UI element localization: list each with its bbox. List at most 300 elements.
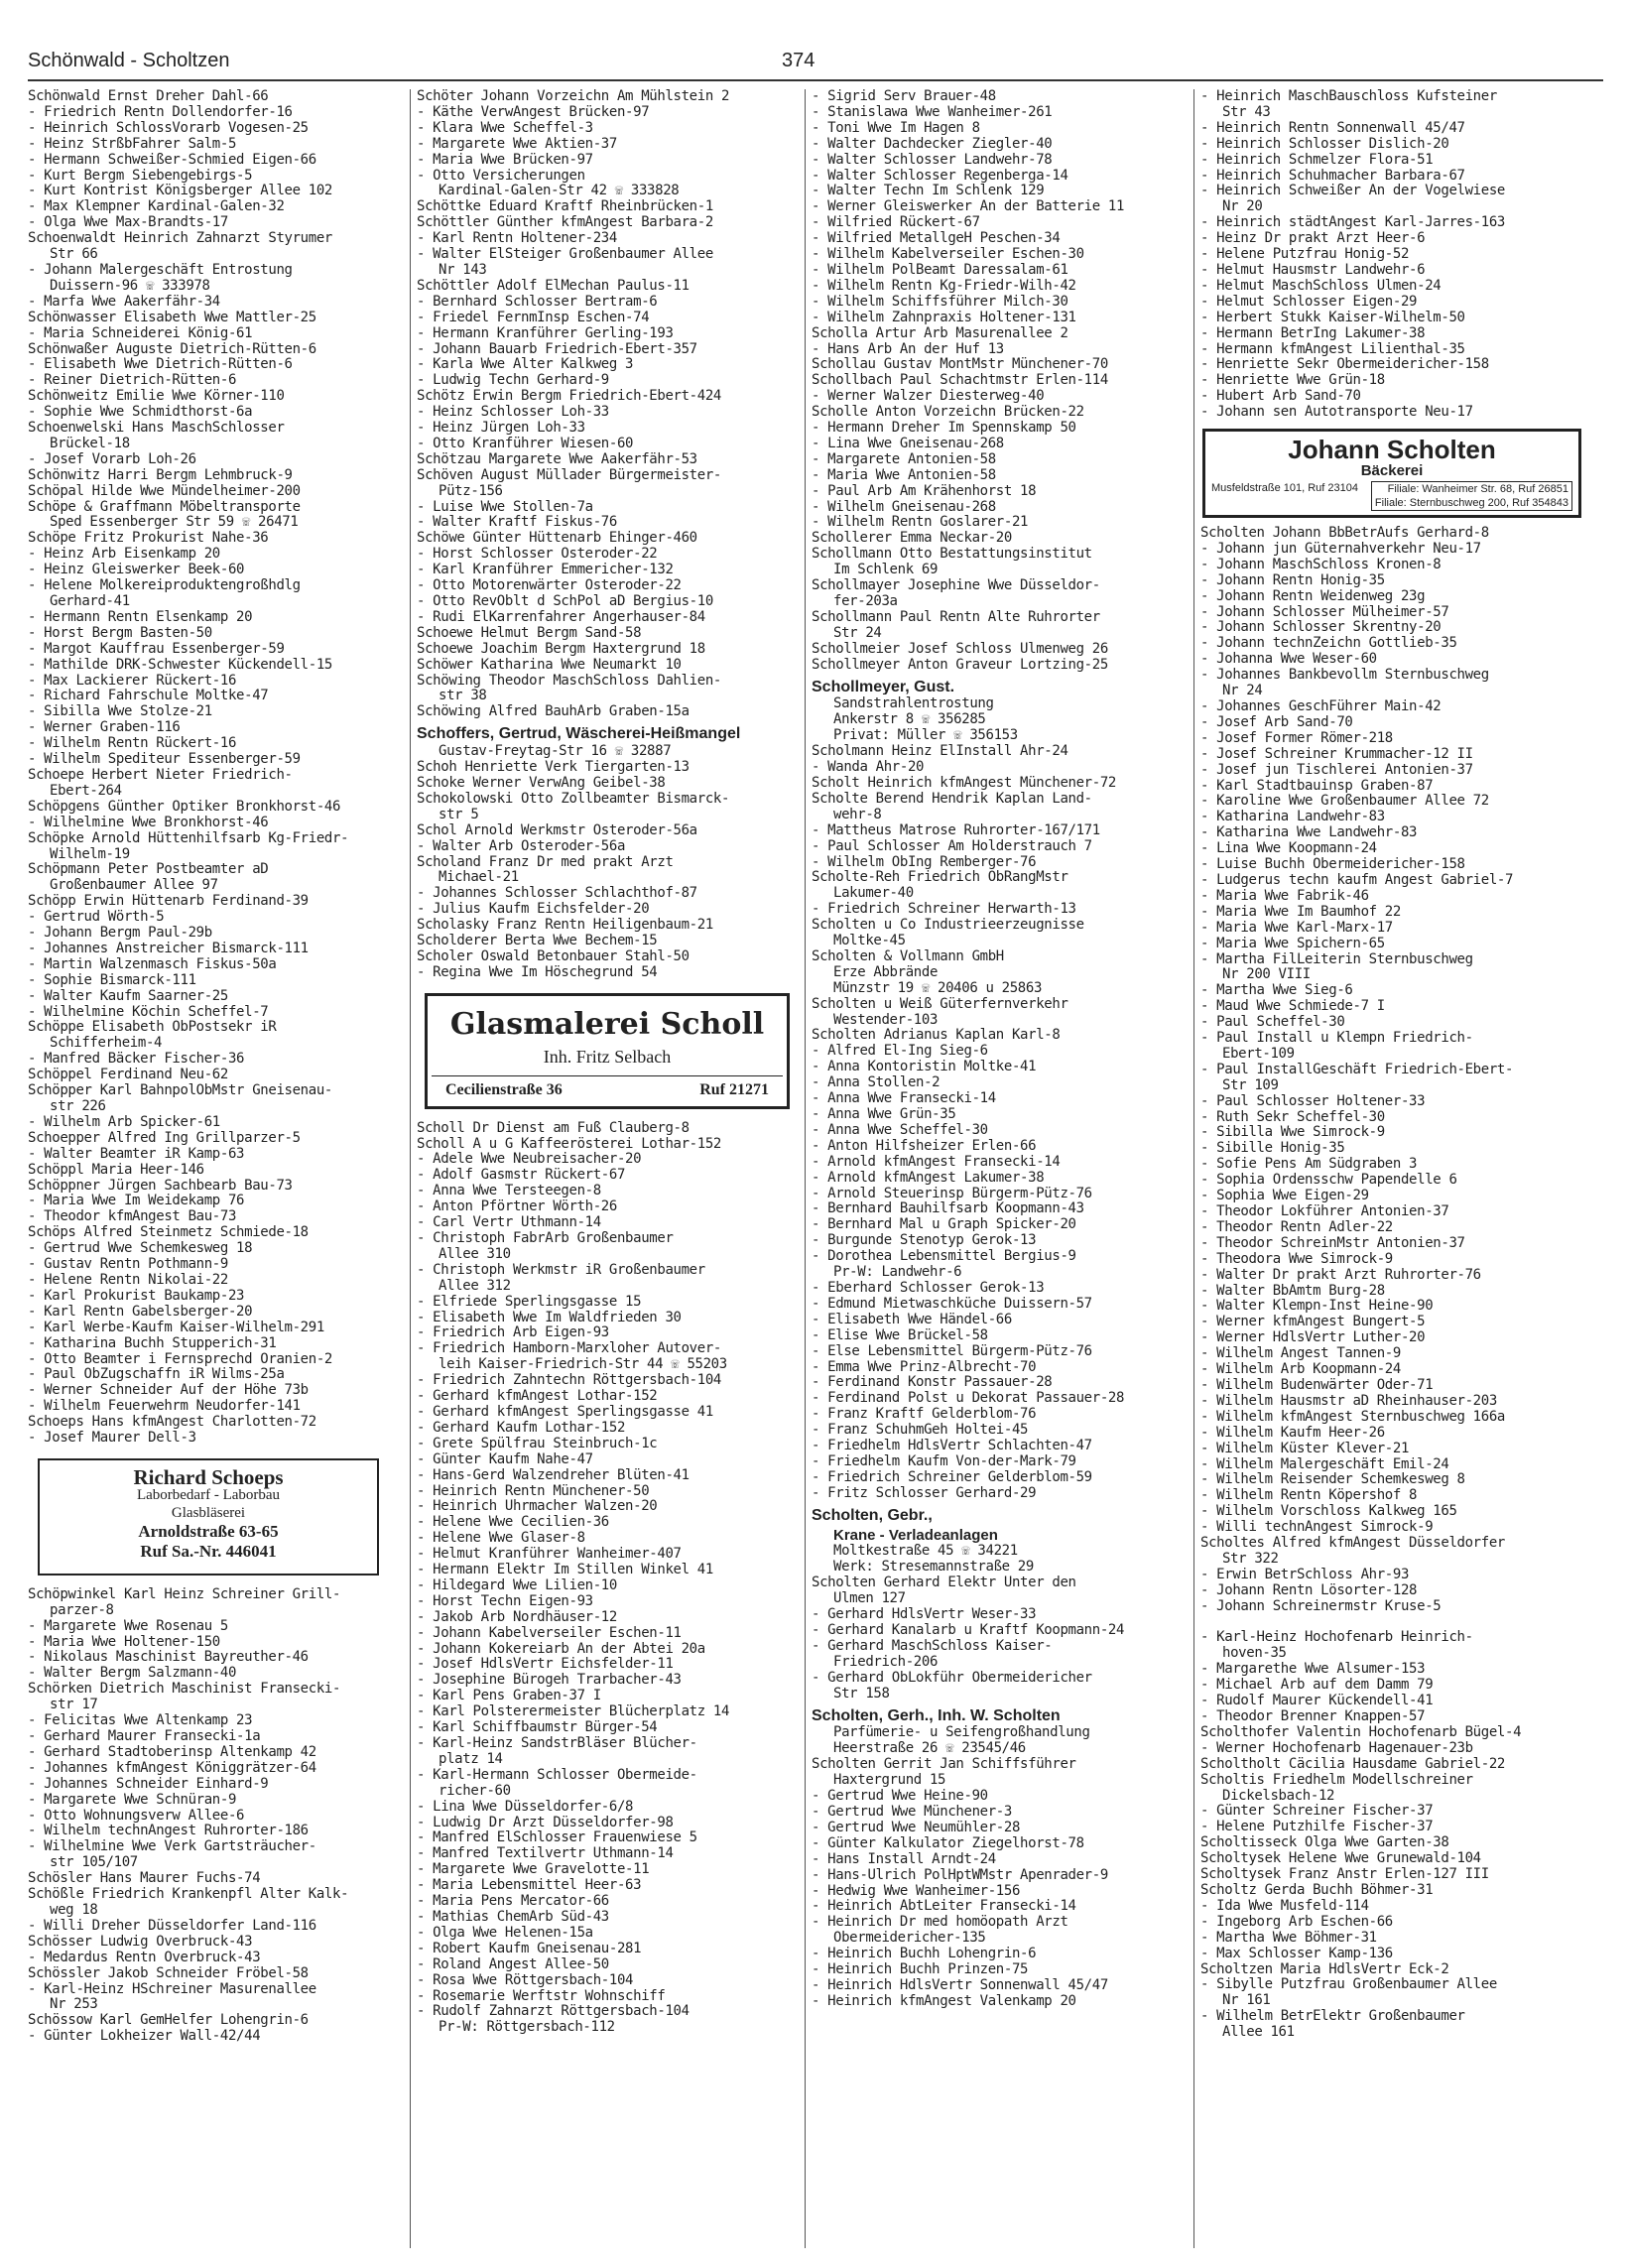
- directory-entry: Schöttke Eduard Kraftf Rheinbrücken-1: [417, 199, 713, 215]
- directory-entry: Moltkestraße 45 ☏ 34221: [833, 1544, 1018, 1560]
- directory-entry: - Sibilla Wwe Stolze-21: [28, 704, 212, 720]
- directory-entry: - Maria Wwe Holtener-150: [28, 1634, 220, 1650]
- directory-entry: Kardinal-Galen-Str 42 ☏ 333828: [439, 184, 680, 199]
- directory-entry: - Karl Polsterermeister Blücherplatz 14: [417, 1704, 730, 1720]
- directory-entry: - Maria Wwe Im Weidekamp 76: [28, 1194, 245, 1209]
- ad-line: Laborbedarf - Laborbau: [136, 1486, 281, 1503]
- directory-entry: - Margarete Wwe Rosenau 5: [28, 1618, 228, 1634]
- directory-entry: - Karl-Hermann Schlosser Obermeide-: [417, 1767, 697, 1783]
- ad-street: Arnoldstraße 63-65: [138, 1521, 279, 1541]
- directory-entry: - Werner Graben-116: [28, 720, 181, 736]
- directory-entry: - Theodora Wwe Simrock-9: [1200, 1251, 1393, 1267]
- directory-entry: - Johann Rentn Lösorter-128: [1200, 1582, 1418, 1598]
- directory-entry: Allee 310: [439, 1246, 511, 1262]
- directory-entry: - Rudi ElKarrenfahrer Angerhauser-84: [417, 609, 705, 625]
- directory-entry: Allee 161: [1222, 2025, 1295, 2041]
- directory-entry: str 5: [439, 807, 479, 822]
- directory-entry: - Wilhelmine Wwe Verk Gartsträucher-: [28, 1839, 316, 1855]
- directory-entry: Schöpe Fritz Prokurist Nahe-36: [28, 531, 269, 547]
- directory-entry: - Robert Kaufm Gneisenau-281: [417, 1941, 642, 1956]
- business-heading: Schollmeyer, Gust.: [812, 679, 955, 695]
- directory-entry: Schokolowski Otto Zollbeamter Bismarck-: [417, 791, 730, 807]
- directory-entry: - Walter Schlosser Regenberga-14: [812, 168, 1068, 184]
- directory-entry: - Wilhelm Rentn Kg-Friedr-Wilh-42: [812, 278, 1076, 294]
- directory-entry: - Hans-Gerd Walzendreher Blüten-41: [417, 1467, 690, 1483]
- directory-entry: Schoenwelski Hans MaschSchlosser: [28, 421, 285, 437]
- directory-entry: Schöwer Katharina Wwe Neumarkt 10: [417, 657, 682, 673]
- directory-entry: - Sofie Pens Am Südgraben 3: [1200, 1157, 1418, 1173]
- directory-entry: Schollmeyer Anton Graveur Lortzing-25: [812, 657, 1108, 673]
- directory-entry: Schoewe Joachim Bergm Haxtergrund 18: [417, 641, 705, 657]
- directory-entry: Scholten Gerhard Elektr Unter den: [812, 1575, 1076, 1591]
- ad-title: Richard Schoeps: [133, 1464, 284, 1489]
- directory-entry: - Willi Dreher Düsseldorfer Land-116: [28, 1918, 316, 1934]
- ad-street: Cecilienstraße 36: [445, 1080, 563, 1098]
- directory-entry: - Bernhard Bauhilfsarb Koopmann-43: [812, 1201, 1084, 1217]
- directory-entry: - Josef Maurer Dell-3: [28, 1431, 196, 1447]
- ad-title: Glasmalerei Scholl: [449, 1006, 765, 1042]
- directory-entry: - Manfred ElSchlosser Frauenwiese 5: [417, 1830, 697, 1846]
- directory-entry: Münzstr 19 ☏ 20406 u 25863: [833, 980, 1043, 996]
- directory-entry: - Horst Schlosser Osteroder-22: [417, 547, 658, 563]
- directory-entry: - Paul Install u Klempn Friedrich-: [1200, 1031, 1473, 1047]
- directory-entry: - Wilhelm BetrElektr Großenbaumer: [1200, 2009, 1465, 2025]
- directory-entry: Scholtysek Helene Wwe Grunewald-104: [1200, 1851, 1481, 1867]
- directory-entry: - Julius Kaufm Eichsfelder-20: [417, 902, 650, 918]
- directory-entry: - Adele Wwe Neubreisacher-20: [417, 1152, 642, 1168]
- directory-entry: - Klara Wwe Scheffel-3: [417, 120, 593, 136]
- directory-entry: wehr-8: [833, 807, 882, 822]
- directory-entry: - Wilhelm Arb Koopmann-24: [1200, 1362, 1401, 1378]
- directory-entry: fer-203a: [833, 594, 898, 609]
- directory-entry: - Max Klempner Kardinal-Galen-32: [28, 199, 285, 215]
- directory-entry: - Eberhard Schlosser Gerok-13: [812, 1280, 1045, 1296]
- directory-entry: - Ludwig Dr Arzt Düsseldorfer-98: [417, 1815, 674, 1830]
- directory-entry: Scholten Adrianus Kaplan Karl-8: [812, 1028, 1061, 1044]
- directory-entry: parzer-8: [50, 1602, 114, 1618]
- directory-entry: Schötz Erwin Bergm Friedrich-Ebert-424: [417, 389, 721, 405]
- directory-entry: - Mathilde DRK-Schwester Kückendell-15: [28, 657, 332, 673]
- directory-entry: - Ida Wwe Musfeld-114: [1200, 1898, 1369, 1914]
- directory-entry: - Elisabeth Wwe Im Waldfrieden 30: [417, 1310, 682, 1325]
- directory-entry: - Johannes GeschFührer Main-42: [1200, 699, 1442, 714]
- ad-line: Glasbläserei: [171, 1504, 246, 1521]
- directory-entry: - Anna Kontoristin Moltke-41: [812, 1060, 1037, 1075]
- directory-entry: - Walter Schlosser Landwehr-78: [812, 152, 1053, 168]
- directory-entry: - Walter BbAmtm Burg-28: [1200, 1283, 1385, 1299]
- directory-entry: - Lina Wwe Koopmann-24: [1200, 841, 1377, 857]
- directory-entry: - Walter Arb Osteroder-56a: [417, 838, 626, 854]
- directory-entry: - Karl Prokurist Baukamp-23: [28, 1288, 245, 1304]
- directory-entry: - Otto Kranführer Wiesen-60: [417, 436, 634, 451]
- directory-entry: - Johanna Wwe Weser-60: [1200, 652, 1377, 668]
- directory-entry: - Friedrich Schreiner Gelderblom-59: [812, 1469, 1092, 1485]
- directory-entry: - Friedrich Hamborn-Marxloher Autover-: [417, 1341, 721, 1357]
- directory-entry: Scholtzen Maria HdlsVertr Eck-2: [1200, 1961, 1449, 1977]
- ad-title: Johann Scholten: [1288, 435, 1496, 465]
- directory-entry: Schollau Gustav MontMstr Münchener-70: [812, 357, 1108, 373]
- directory-entry: - Wilhelm Vorschloss Kalkweg 165: [1200, 1504, 1457, 1520]
- directory-entry: Schollmayer Josephine Wwe Düsseldor-: [812, 578, 1100, 594]
- directory-entry: - Jakob Arb Nordhäuser-12: [417, 1609, 617, 1625]
- directory-entry: - Helene Wwe Glaser-8: [417, 1531, 585, 1547]
- directory-entry: Nr 143: [439, 262, 487, 278]
- directory-entry: Schötzau Margarete Wwe Aakerfähr-53: [417, 451, 697, 467]
- directory-entry: - Wilhelm Malergeschäft Emil-24: [1200, 1456, 1449, 1472]
- directory-entry: - Friedel FernmInsp Eschen-74: [417, 310, 650, 325]
- directory-entry: - Margarete Wwe Schnüran-9: [28, 1792, 237, 1808]
- directory-entry: Scholtz Gerda Buchh Böhmer-31: [1200, 1882, 1434, 1898]
- directory-entry: Schössler Jakob Schneider Fröbel-58: [28, 1965, 309, 1981]
- directory-entry: - Wilhelm Hausmstr aD Rheinhauser-203: [1200, 1393, 1497, 1409]
- directory-entry: Scholt Heinrich kfmAngest Münchener-72: [812, 775, 1116, 791]
- directory-entry: - Johann MaschSchloss Kronen-8: [1200, 557, 1442, 572]
- directory-entry: - Walter Dachdecker Ziegler-40: [812, 136, 1053, 152]
- header-range: Schönwald - Scholtzen: [28, 50, 230, 71]
- directory-entry: Werk: Stresemannstraße 29: [833, 1560, 1034, 1575]
- directory-entry: Schöttler Günther kfmAngest Barbara-2: [417, 215, 713, 231]
- directory-entry: - Gerhard kfmAngest Sperlingsgasse 41: [417, 1404, 713, 1420]
- directory-entry: Scholderer Berta Wwe Bechem-15: [417, 934, 658, 949]
- directory-entry: - Olga Wwe Max-Brandts-17: [28, 215, 228, 231]
- directory-entry: Scholl A u G Kaffeerösterei Lothar-152: [417, 1136, 721, 1152]
- directory-entry: - Ferdinand Polst u Dekorat Passauer-28: [812, 1391, 1125, 1407]
- directory-entry: - Wilhelmine Köchin Scheffel-7: [28, 1004, 269, 1020]
- directory-entry: Nr 200 VIII: [1222, 967, 1311, 983]
- directory-entry: - Günter Schreiner Fischer-37: [1200, 1804, 1434, 1820]
- directory-entry: - Emma Wwe Prinz-Albrecht-70: [812, 1359, 1037, 1375]
- directory-entry: - Gustav Rentn Pothmann-9: [28, 1257, 228, 1273]
- directory-entry: - Heinz Dr prakt Arzt Heer-6: [1200, 231, 1426, 247]
- directory-entry: - Karl Rentn Gabelsberger-20: [28, 1304, 253, 1320]
- directory-entry: - Arnold kfmAngest Lakumer-38: [812, 1170, 1045, 1186]
- directory-entry: - Paul Schlosser Holtener-33: [1200, 1093, 1426, 1109]
- directory-entry: - Paul Arb Am Krähenhorst 18: [812, 483, 1037, 499]
- directory-entry: - Werner Gleiswerker An der Batterie 11: [812, 199, 1125, 215]
- directory-entry: - Sophia Ordensschw Papendelle 6: [1200, 1173, 1457, 1189]
- directory-entry: - Johannes Bankbevollm Sternbuschweg: [1200, 668, 1489, 684]
- directory-entry: - Karl-Heinz SandstrBläser Blücher-: [417, 1736, 697, 1751]
- directory-entry: - Burgunde Stenotyp Gerok-13: [812, 1233, 1037, 1249]
- directory-entry: Privat: Müller ☏ 356153: [833, 728, 1018, 744]
- directory-entry: - Hermann Dreher Im Spennskamp 50: [812, 421, 1076, 437]
- directory-entry: - Roland Angest Allee-50: [417, 1956, 609, 1972]
- directory-entry: - Werner Schneider Auf der Höhe 73b: [28, 1383, 309, 1399]
- directory-entry: Scholte Berend Hendrik Kaplan Land-: [812, 791, 1092, 807]
- directory-entry: - Olga Wwe Helenen-15a: [417, 1925, 593, 1941]
- directory-entry: - Josef HdlsVertr Eichsfelder-11: [417, 1657, 674, 1673]
- directory-entry: Scholten u Co Industrieerzeugnisse: [812, 918, 1084, 934]
- directory-entry: - Alfred El-Ing Sieg-6: [812, 1044, 988, 1060]
- directory-entry: - Karl Stadtbauinsp Graben-87: [1200, 778, 1434, 794]
- directory-entry: - Wilhelm Feuerwehrm Neudorfer-141: [28, 1399, 301, 1415]
- ad-subtitle: Bäckerei: [1360, 462, 1424, 480]
- directory-entry: - Wilhelm Küster Klever-21: [1200, 1441, 1410, 1456]
- directory-entry: - Wilhelm Spediteur Essenberger-59: [28, 752, 301, 768]
- directory-entry: - Gertrud Wwe Neumühler-28: [812, 1820, 1021, 1835]
- directory-entry: Scholthofer Valentin Hochofenarb Bügel-4: [1200, 1724, 1522, 1740]
- directory-entry: - Walter Klempn-Inst Heine-90: [1200, 1299, 1434, 1315]
- directory-entry: - Johannes kfmAngest Königgrätzer-64: [28, 1760, 316, 1776]
- directory-entry: Ebert-109: [1222, 1046, 1295, 1062]
- directory-entry: - Elfriede Sperlingsgasse 15: [417, 1294, 642, 1310]
- directory-entry: - Martha Wwe Böhmer-31: [1200, 1930, 1377, 1946]
- directory-entry: - Karl-Heinz HSchreiner Masurenallee: [28, 1981, 316, 1997]
- directory-entry: Scholten Gerrit Jan Schiffsführer: [812, 1757, 1076, 1773]
- directory-entry: Nr 161: [1222, 1993, 1271, 2009]
- directory-entry: - Wanda Ahr-20: [812, 760, 925, 776]
- directory-entry: Westender-103: [833, 1012, 939, 1028]
- directory-entry: - Franz SchuhmGeh Holtei-45: [812, 1423, 1029, 1439]
- directory-entry: - Paul InstallGeschäft Friedrich-Ebert-: [1200, 1062, 1514, 1077]
- directory-entry: Michael-21: [439, 870, 519, 886]
- directory-entry: - Nikolaus Maschinist Bayreuther-46: [28, 1650, 309, 1666]
- directory-entry: - Friedrich Rentn Dollendorfer-16: [28, 104, 293, 120]
- directory-entry: - Rosa Wwe Röttgersbach-104: [417, 1972, 634, 1988]
- business-heading: Scholten, Gebr.,: [812, 1507, 933, 1524]
- directory-entry: - Sigrid Serv Brauer-48: [812, 89, 996, 104]
- directory-entry: - Richard Fahrschule Moltke-47: [28, 689, 269, 704]
- directory-entry: Schöppl Maria Heer-146: [28, 1162, 204, 1178]
- directory-entry: - Sophie Bismarck-111: [28, 972, 196, 988]
- directory-entry: - Hermann Schweißer-Schmied Eigen-66: [28, 152, 316, 168]
- directory-entry: - Rudolf Zahnarzt Röttgersbach-104: [417, 2004, 690, 2020]
- ad-johann-scholten: [1202, 429, 1581, 518]
- directory-entry: - Otto Versicherungen: [417, 168, 585, 184]
- directory-entry: - Maria Lebensmittel Heer-63: [417, 1878, 642, 1894]
- directory-entry: - Walter Techn Im Schlenk 129: [812, 184, 1045, 199]
- directory-entry: - Dorothea Lebensmittel Bergius-9: [812, 1249, 1076, 1265]
- directory-entry: Schoke Werner VerwAng Geibel-38: [417, 775, 666, 791]
- directory-entry: - Katharina Buchh Stupperich-31: [28, 1335, 277, 1351]
- directory-entry: - Michael Arb auf dem Damm 79: [1200, 1678, 1434, 1694]
- directory-entry: - Margarete Wwe Aktien-37: [417, 136, 617, 152]
- ad-contact-row: [432, 1075, 783, 1098]
- directory-entry: - Karl Kranführer Emmericher-132: [417, 563, 674, 578]
- directory-entry: Schollerer Emma Neckar-20: [812, 531, 1012, 547]
- directory-entry: - Heinrich Rentn Münchener-50: [417, 1483, 650, 1499]
- directory-entry: Dickelsbach-12: [1222, 1788, 1335, 1804]
- directory-entry: - Ferdinand Konstr Passauer-28: [812, 1375, 1053, 1391]
- directory-entry: - Horst Techn Eigen-93: [417, 1593, 593, 1609]
- directory-entry: - Maria Wwe Antonien-58: [812, 467, 996, 483]
- directory-entry: Schönweitz Emilie Wwe Körner-110: [28, 389, 285, 405]
- directory-entry: - Grete Spülfrau Steinbruch-1c: [417, 1436, 658, 1451]
- directory-entry: - Sophia Wwe Eigen-29: [1200, 1189, 1369, 1204]
- directory-entry: - Kurt Kontrist Königsberger Allee 102: [28, 184, 332, 199]
- directory-entry: Str 24: [833, 625, 882, 641]
- directory-entry: - Helene Putzhilfe Fischer-37: [1200, 1820, 1434, 1835]
- directory-entry: Scholtholt Cäcilia Hausdame Gabriel-22: [1200, 1756, 1505, 1772]
- directory-entry: Schoewe Helmut Bergm Sand-58: [417, 625, 642, 641]
- directory-entry: - Johann Rentn Honig-35: [1200, 572, 1385, 588]
- directory-entry: Nr 24: [1222, 684, 1263, 699]
- directory-entry: - Heinrich HdlsVertr Sonnenwall 45/47: [812, 1977, 1108, 1993]
- directory-entry: - Elise Wwe Brückel-58: [812, 1327, 988, 1343]
- directory-entry: Schoepper Alfred Ing Grillparzer-5: [28, 1130, 301, 1146]
- directory-entry: Schöpmann Peter Postbeamter aD: [28, 862, 269, 878]
- directory-entry: Haxtergrund 15: [833, 1773, 946, 1789]
- directory-entry: - Sibylle Putzfrau Großenbaumer Allee: [1200, 1977, 1497, 1993]
- directory-entry: - Johannes Schneider Einhard-9: [28, 1776, 269, 1792]
- ad-richard-schoeps: [38, 1458, 379, 1575]
- directory-entry: Schöttler Adolf ElMechan Paulus-11: [417, 278, 690, 294]
- directory-entry: Str 109: [1222, 1077, 1279, 1093]
- directory-entry: - Reiner Dietrich-Rütten-6: [28, 373, 237, 389]
- directory-entry: - Karoline Wwe Großenbaumer Allee 72: [1200, 794, 1489, 810]
- directory-entry: Schifferheim-4: [50, 1036, 163, 1052]
- directory-entry: - Otto Beamter i Fernsprechd Oranien-2: [28, 1351, 332, 1367]
- directory-entry: - Margarete Antonien-58: [812, 451, 996, 467]
- directory-entry: - Henriette Wwe Grün-18: [1200, 373, 1385, 389]
- directory-entry: - Arnold kfmAngest Fransecki-14: [812, 1154, 1061, 1170]
- directory-entry: Friedrich-206: [833, 1654, 939, 1670]
- directory-entry: - Felicitas Wwe Altenkamp 23: [28, 1713, 253, 1729]
- directory-entry: Scholer Oswald Betonbauer Stahl-50: [417, 948, 690, 964]
- directory-entry: - Theodor SchreinMstr Antonien-37: [1200, 1235, 1465, 1251]
- directory-entry: - Walter Kraftf Fiskus-76: [417, 515, 617, 531]
- directory-entry: - Luise Buchh Obermeidericher-158: [1200, 857, 1465, 873]
- directory-entry: Schösler Hans Maurer Fuchs-74: [28, 1871, 261, 1887]
- directory-entry: Schollmann Paul Rentn Alte Ruhrorter: [812, 609, 1100, 625]
- directory-entry: Schöwing Theodor MaschSchloss Dahlien-: [417, 673, 721, 689]
- directory-entry: - Stanislawa Wwe Wanheimer-261: [812, 104, 1053, 120]
- directory-entry: - Manfred Bäcker Fischer-36: [28, 1052, 245, 1068]
- directory-entry: Schollmeier Josef Schloss Ulmenweg 26: [812, 641, 1108, 657]
- business-heading: Scholten, Gerh., Inh. W. Scholten: [812, 1707, 1061, 1724]
- directory-entry: Sped Essenberger Str 59 ☏ 26471: [50, 515, 299, 531]
- directory-entry: - Hermann Elektr Im Stillen Winkel 41: [417, 1563, 713, 1578]
- directory-entry: - Wilhelm ObIng Remberger-76: [812, 854, 1037, 870]
- directory-entry: - Josephine Bürogeh Trarbacher-43: [417, 1673, 682, 1689]
- directory-entry: - Wilhelm Rentn Goslarer-21: [812, 515, 1029, 531]
- directory-entry: Schöppner Jürgen Sachbearb Bau-73: [28, 1178, 293, 1194]
- directory-entry: - Heinz Schlosser Loh-33: [417, 405, 609, 421]
- directory-entry: Schörken Dietrich Maschinist Fransecki-: [28, 1682, 341, 1698]
- directory-entry: Schöpper Karl BahnpolObMstr Gneisenau-: [28, 1083, 332, 1099]
- directory-entry: - Helmut Hausmstr Landwehr-6: [1200, 262, 1426, 278]
- directory-entry: - Helmut Schlosser Eigen-29: [1200, 294, 1418, 310]
- directory-entry: - Gerhard HdlsVertr Weser-33: [812, 1607, 1037, 1623]
- directory-entry: Allee 312: [439, 1278, 511, 1294]
- directory-entry: - Wilhelm Gneisenau-268: [812, 499, 996, 515]
- directory-entry: - Lina Wwe Düsseldorfer-6/8: [417, 1799, 634, 1815]
- directory-entry: Lakumer-40: [833, 886, 914, 902]
- directory-entry: - Karl Werbe-Kaufm Kaiser-Wilhelm-291: [28, 1320, 324, 1335]
- directory-entry: Schönwaßer Auguste Dietrich-Rütten-6: [28, 341, 316, 357]
- directory-entry: - Bernhard Mal u Graph Spicker-20: [812, 1217, 1076, 1233]
- directory-entry: Schönwitz Harri Bergm Lehmbruck-9: [28, 467, 293, 483]
- directory-entry: - Maria Wwe Spichern-65: [1200, 936, 1385, 951]
- directory-column-3: [812, 89, 1193, 2010]
- ad-branch: Filiale: Wanheimer Str. 68, Ruf 26851: [1387, 483, 1568, 496]
- directory-entry: - Katharina Wwe Landwehr-83: [1200, 825, 1418, 841]
- directory-entry: - Martin Walzenmasch Fiskus-50a: [28, 956, 277, 972]
- directory-entry: - Johann Schlosser Skrentny-20: [1200, 620, 1442, 636]
- directory-entry: - Wilhelm Budenwärter Oder-71: [1200, 1377, 1434, 1393]
- directory-entry: Schoepe Herbert Nieter Friedrich-: [28, 767, 293, 783]
- directory-entry: - Friedrich Schreiner Herwarth-13: [812, 902, 1076, 918]
- directory-entry: - Johann technZeichn Gottlieb-35: [1200, 636, 1457, 652]
- directory-entry: Str 322: [1222, 1551, 1279, 1567]
- directory-entry: - Karla Wwe Alter Kalkweg 3: [417, 357, 634, 373]
- directory-entry: - Christoph Werkmstr iR Großenbaumer: [417, 1262, 705, 1278]
- directory-entry: - Theodor Rentn Adler-22: [1200, 1219, 1393, 1235]
- directory-entry: Schollmann Otto Bestattungsinstitut: [812, 547, 1092, 563]
- directory-entry: Heerstraße 26 ☏ 23545/46: [833, 1741, 1026, 1757]
- directory-entry: - Heinrich Schuhmacher Barbara-67: [1200, 168, 1465, 184]
- directory-entry: - Hermann Kranführer Gerling-193: [417, 325, 674, 341]
- directory-entry: - Bernhard Schlosser Bertram-6: [417, 294, 658, 310]
- directory-entry: - Walter ElSteiger Großenbaumer Allee: [417, 247, 713, 263]
- directory-entry: Schöter Johann Vorzeichn Am Mühlstein 2: [417, 89, 730, 104]
- directory-column-4: [1200, 89, 1582, 2041]
- directory-entry: - Josef jun Tischlerei Antonien-37: [1200, 762, 1473, 778]
- directory-entry: - Max Lackierer Rückert-16: [28, 673, 237, 689]
- directory-entry: - Heinz Jürgen Loh-33: [417, 421, 585, 437]
- directory-entry: - Elisabeth Wwe Dietrich-Rütten-6: [28, 357, 293, 373]
- directory-entry: - Carl Vertr Uthmann-14: [417, 1215, 601, 1231]
- directory-entry: - Maria Wwe Im Baumhof 22: [1200, 904, 1401, 920]
- directory-entry: - Gerhard Maurer Fransecki-1a: [28, 1729, 261, 1744]
- directory-entry: - Käthe VerwAngest Brücken-97: [417, 104, 650, 120]
- directory-entry: - Hubert Arb Sand-70: [1200, 389, 1361, 405]
- directory-entry: - Heinz Gleiswerker Beek-60: [28, 563, 245, 578]
- directory-entry: - Henriette Sekr Obermeidericher-158: [1200, 357, 1489, 373]
- directory-entry: Schösser Ludwig Overbruck-43: [28, 1934, 253, 1950]
- directory-entry: - Walter Bergm Salzmann-40: [28, 1666, 237, 1682]
- directory-entry: - Heinrich Uhrmacher Walzen-20: [417, 1499, 658, 1515]
- directory-entry: Schollbach Paul Schachtmstr Erlen-114: [812, 373, 1108, 389]
- directory-entry: hoven-35: [1222, 1646, 1287, 1662]
- directory-entry: Im Schlenk 69: [833, 563, 939, 578]
- directory-entry: - Werner HdlsVertr Luther-20: [1200, 1330, 1426, 1346]
- directory-entry: Scholasky Franz Rentn Heiligenbaum-21: [417, 918, 713, 934]
- directory-entry: - Wilhelm Reisender Schemkesweg 8: [1200, 1472, 1465, 1488]
- directory-entry: Schöpal Hilde Wwe Mündelheimer-200: [28, 483, 301, 499]
- directory-entry: - Gertrud Wörth-5: [28, 910, 165, 926]
- directory-entry: Schöpe & Graffmann Möbeltransporte: [28, 499, 301, 515]
- directory-entry: - Luise Wwe Stollen-7a: [417, 499, 593, 515]
- directory-entry: - Christoph FabrArb Großenbaumer: [417, 1231, 674, 1246]
- ad-glasmalerei-scholl: [425, 993, 790, 1109]
- directory-entry: Scholtes Alfred kfmAngest Düsseldorfer: [1200, 1536, 1505, 1552]
- directory-entry: str 17: [50, 1698, 98, 1713]
- ad-address-block: [1205, 479, 1578, 511]
- directory-entry: - Hedwig Wwe Wanheimer-156: [812, 1883, 1021, 1899]
- directory-entry: - Regina Wwe Im Höschegrund 54: [417, 964, 658, 980]
- directory-entry: Duissern-96 ☏ 333978: [50, 278, 210, 294]
- directory-entry: - Helene Wwe Cecilien-36: [417, 1515, 609, 1531]
- directory-entry: Erze Abbrände: [833, 964, 939, 980]
- directory-entry: Schößle Friedrich Krankenpfl Alter Kalk-: [28, 1887, 349, 1903]
- directory-entry: Schöwing Alfred BauhArb Graben-15a: [417, 704, 690, 720]
- directory-entry: - Wilhelm Rentn Rückert-16: [28, 736, 237, 752]
- directory-entry: - Maria Pens Mercator-66: [417, 1894, 609, 1910]
- directory-entry: - Margot Kauffrau Essenberger-59: [28, 641, 285, 657]
- directory-entry: - Anton Hilfsheizer Erlen-66: [812, 1138, 1037, 1154]
- directory-entry: - Arnold Steuerinsp Bürgerm-Pütz-76: [812, 1186, 1092, 1201]
- directory-entry: Moltke-45: [833, 934, 906, 949]
- directory-entry: - Heinrich Schmelzer Flora-51: [1200, 152, 1434, 168]
- directory-entry: Schol Arnold Werkmstr Osteroder-56a: [417, 822, 697, 838]
- directory-entry: Str 158: [833, 1686, 890, 1701]
- directory-entry: - Werner Walzer Diesterweg-40: [812, 389, 1045, 405]
- directory-entry: - Hermann kfmAngest Lilienthal-35: [1200, 341, 1465, 357]
- directory-entry: Pütz-156: [439, 483, 503, 499]
- directory-entry: Pr-W: Landwehr-6: [833, 1265, 962, 1281]
- directory-entry: - Friedrich Zahntechn Röttgersbach-104: [417, 1373, 721, 1389]
